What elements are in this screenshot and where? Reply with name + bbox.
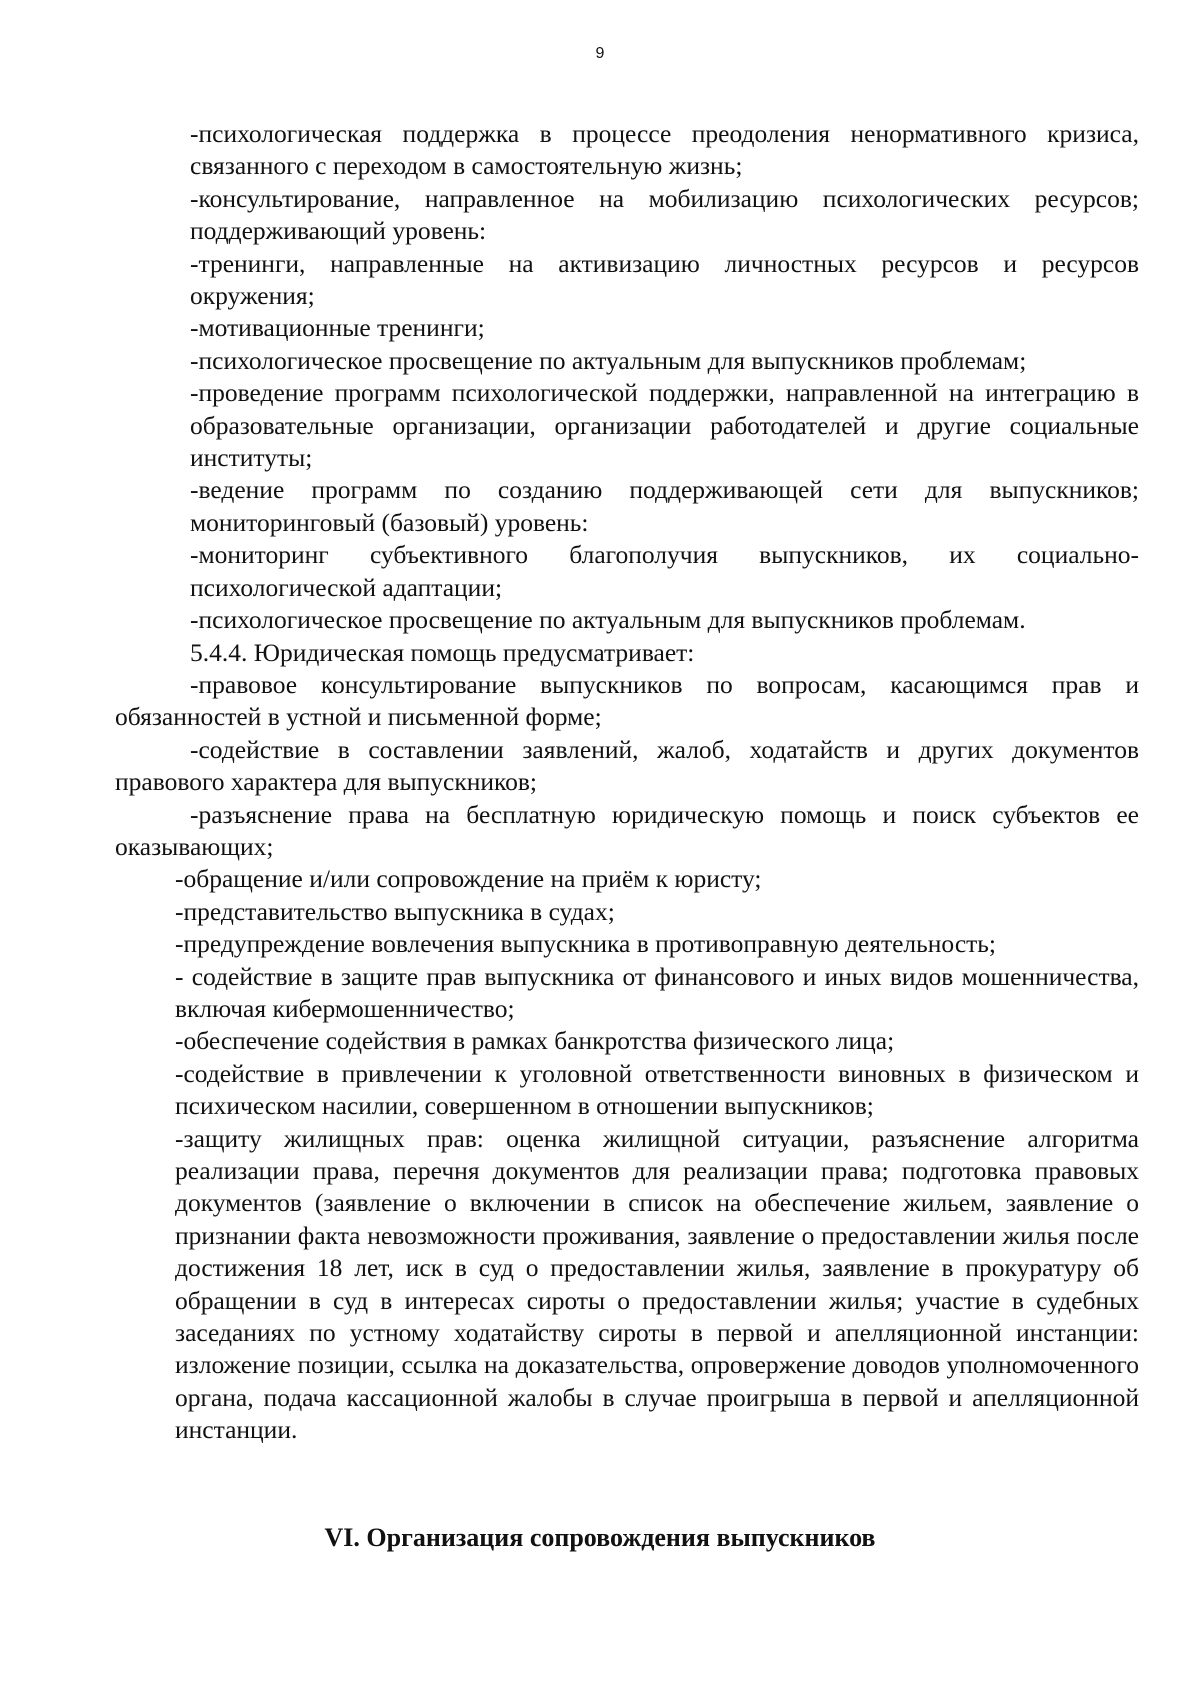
- paragraph: -мотивационные тренинги;: [190, 313, 485, 343]
- paragraph: -содействие в составлении заявлений, жалоб, ходатайств и других документов правового характера для выпускников;: [115, 734, 1139, 797]
- paragraph: -разъяснение права на бесплатную юридическую помощь и поиск субъектов ее оказывающих;: [115, 799, 1139, 861]
- subsection-title: 5.4.4. Юридическая помощь предусматривает:: [190, 637, 695, 667]
- paragraph: -предупреждение вовлечения выпускника в противоправную деятельность;: [175, 929, 996, 959]
- paragraph: -консультирование, направленное на мобилизацию психологических ресурсов; поддерживающий уровень:: [190, 183, 1139, 246]
- paragraph: -правовое консультирование выпускников по вопросам, касающимся прав и обязанностей в устной и письменной форме;: [115, 669, 1139, 732]
- paragraph: -психологическое просвещение по актуальным для выпускников проблемам;: [190, 345, 1027, 375]
- paragraph: -проведение программ психологической поддержки, направленной на интеграцию в образовательные организации, организации работодателей и другие социальные институты;: [190, 378, 1139, 473]
- paragraph: -психологическая поддержка в процессе преодоления ненормативного кризиса, связанного с переходом в самостоятельную жизнь;: [190, 119, 1139, 181]
- page-number: 9: [595, 45, 605, 62]
- paragraph: -защиту жилищных прав: оценка жилищной ситуации, разъяснение алгоритма реализации права, перечня документов для реализации права; подготовка правовых документов (заявление о включении в список на обеспечение жильем, заявление о признании факта невозможности проживания, заявление о предоставлении жилья после достижения 18 лет, иск в суд о предоставлении жилья, заявление в прокуратуру об обращении в суд в интересах сироты о предоставлении жилья; участие в судебных заседаниях по устному ходатайству сироты в первой и апелляционной инстанции: изложение позиции, ссылка на доказательства, опровержение доводов уполномоченного органа, подача кассационной жалобы в случае проигрыша в первой и апелляционной инстанции.: [175, 1123, 1139, 1445]
- paragraph: -тренинги, направленные на активизацию личностных ресурсов и ресурсов окружения;: [190, 248, 1139, 311]
- paragraph: -мониторинг субъективного благополучия выпускников, их социально-психологической адаптации;: [190, 540, 1139, 602]
- paragraph: -ведение программ по созданию поддерживающей сети для выпускников; мониторинговый (базовый) уровень:: [190, 475, 1139, 537]
- paragraph: -обеспечение содействия в рамках банкротства физического лица;: [175, 1026, 895, 1056]
- paragraph: -содействие в привлечении к уголовной ответственности виновных в физическом и психическом насилии, совершенном в отношении выпускников;: [175, 1058, 1139, 1121]
- paragraph: -психологическое просвещение по актуальным для выпускников проблемам.: [190, 605, 1026, 635]
- document-body: [115, 118, 1139, 1447]
- paragraph: -обращение и/или сопровождение на приём к юристу;: [175, 864, 762, 894]
- section-heading: VI. Организация сопровождения выпускников: [324, 1523, 876, 1552]
- paragraph: - содействие в защите прав выпускника от финансового и иных видов мошенничества, включая кибермошенничество;: [175, 961, 1139, 1023]
- paragraph: -представительство выпускника в судах;: [175, 896, 615, 926]
